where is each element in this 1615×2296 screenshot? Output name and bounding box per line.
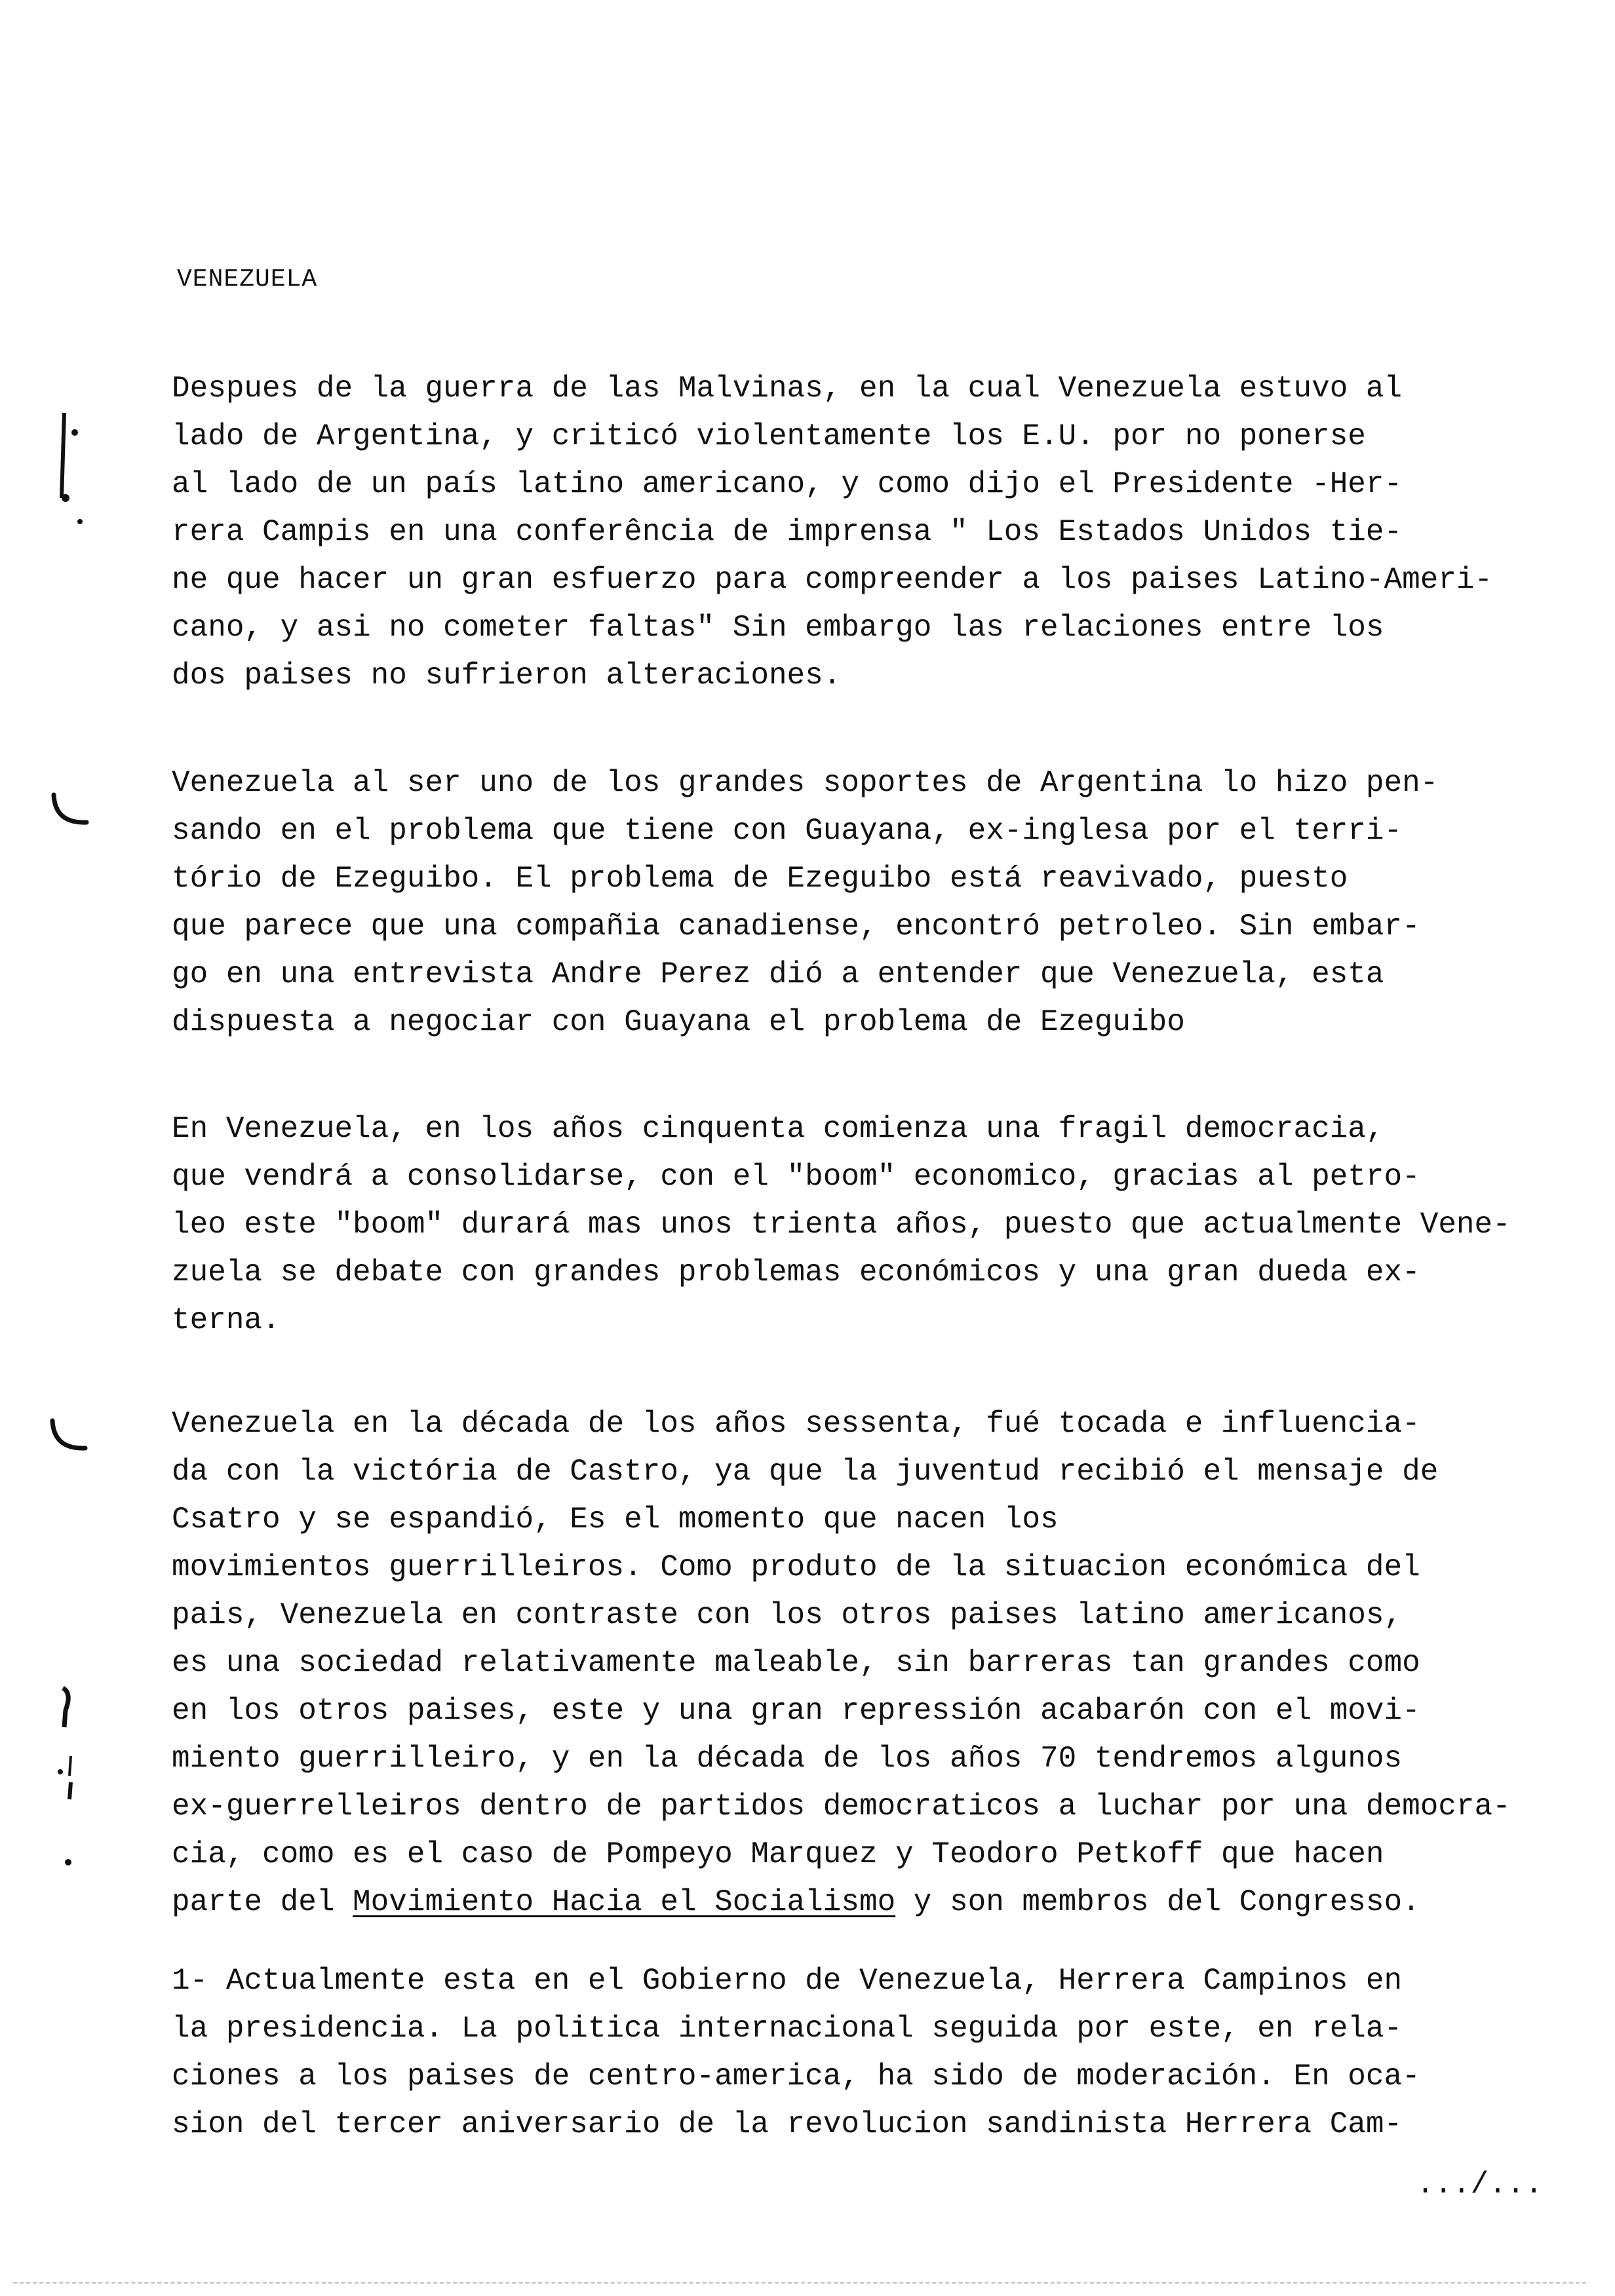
text-line: En Venezuela, en los años cinquenta comienza una fragil democracia, [172, 1112, 1384, 1146]
scan-edge [13, 2282, 1586, 2284]
text-line: leo este "boom" durará mas unos trienta años, puesto que actualmente Vene- [172, 1208, 1511, 1242]
text-line: parte del Movimiento Hacia el Socialismo y son membros del Congresso. [172, 1885, 1420, 1919]
text-line: Venezuela al ser uno de los grandes soportes de Argentina lo hizo pen- [172, 766, 1439, 800]
text-line: lado de Argentina, y criticó violentamente los E.U. por no ponerse [172, 419, 1366, 453]
text-line: tório de Ezeguibo. El problema de Ezeguibo está reavivado, puesto [172, 862, 1348, 896]
margin-bracket-mark [46, 406, 85, 505]
text-line: da con la victória de Castro, ya que la juventud recibió el mensaje de [172, 1455, 1439, 1489]
text-line: dos paises no sufrieron alteraciones. [172, 659, 842, 693]
text-line: ne que hacer un gran esfuerzo para compreender a los paises Latino-Ameri- [172, 563, 1493, 597]
text-line: ex-guerrelleiros dentro de partidos democraticos a luchar por una democra- [172, 1789, 1511, 1824]
text-line: pais, Venezuela en contraste con los otros paises latino americanos, [172, 1598, 1403, 1632]
text-line: zuela se debate con grandes problemas económicos y una gran dueda ex- [172, 1255, 1420, 1290]
text-line: cia, como es el caso de Pompeyo Marquez y Teodoro Petkoff que hacen [172, 1837, 1384, 1871]
text-line: es una sociedad relativamente maleable, sin barreras tan grandes como [172, 1646, 1420, 1680]
text-line: en los otros paises, este y una gran repressión acabarón con el movi- [172, 1694, 1420, 1728]
text-line: movimientos guerrilleiros. Como produto de la situacion económica del [172, 1550, 1420, 1584]
text-line: sion del tercer aniversario de la revolucion sandinista Herrera Cam- [172, 2107, 1403, 2141]
text-line: terna. [172, 1303, 281, 1337]
margin-bracket-mark [46, 1684, 85, 1808]
text-line: dispuesta a negociar con Guayana el problema de Ezeguibo [172, 1005, 1185, 1039]
text-line: ciones a los paises de centro-america, ha sido de moderación. En oca- [172, 2059, 1420, 2094]
underlined-party-name: Movimiento Hacia el Socialismo [353, 1885, 896, 1919]
margin-dot-mark [73, 515, 87, 528]
text-line: cano, y asi no cometer faltas" Sin embargo las relaciones entre los [172, 611, 1384, 645]
text-line: go en una entrevista Andre Perez dió a entender que Venezuela, esta [172, 957, 1384, 991]
text-line: miento guerrilleiro, y en la década de los años 70 tendremos algunos [172, 1742, 1403, 1776]
text-line: Venezuela en la década de los años sessenta, fué tocada e influencia- [172, 1407, 1420, 1441]
text-line: sando en el problema que tiene con Guayana, ex-inglesa por el terri- [172, 814, 1403, 848]
document-title: VENEZUELA [177, 265, 318, 294]
text-line: la presidencia. La politica internacional seguida por este, en rela- [172, 2012, 1403, 2046]
text-line: que parece que una compañia canadiense, encontró petroleo. Sin embar- [172, 909, 1420, 944]
text-line: Despues de la guerra de las Malvinas, en la cual Venezuela estuvo al [172, 372, 1403, 406]
margin-arc-mark [47, 790, 93, 835]
margin-arc-mark [46, 1415, 92, 1461]
margin-dot-mark [62, 1856, 75, 1869]
text-line: rera Campis en una conferência de imprensa " Los Estados Unidos tie- [172, 515, 1403, 549]
text-line: 1- Actualmente esta en el Gobierno de Venezuela, Herrera Campinos en [172, 1964, 1403, 1998]
page-continuation: .../... [1416, 2168, 1543, 2202]
text-line: que vendrá a consolidarse, con el "boom" economico, gracias al petro- [172, 1160, 1420, 1194]
text-line: Csatro y se espandió, Es el momento que nacen los [172, 1502, 1059, 1537]
text-line: al lado de un país latino americano, y como dijo el Presidente -Her- [172, 467, 1403, 501]
